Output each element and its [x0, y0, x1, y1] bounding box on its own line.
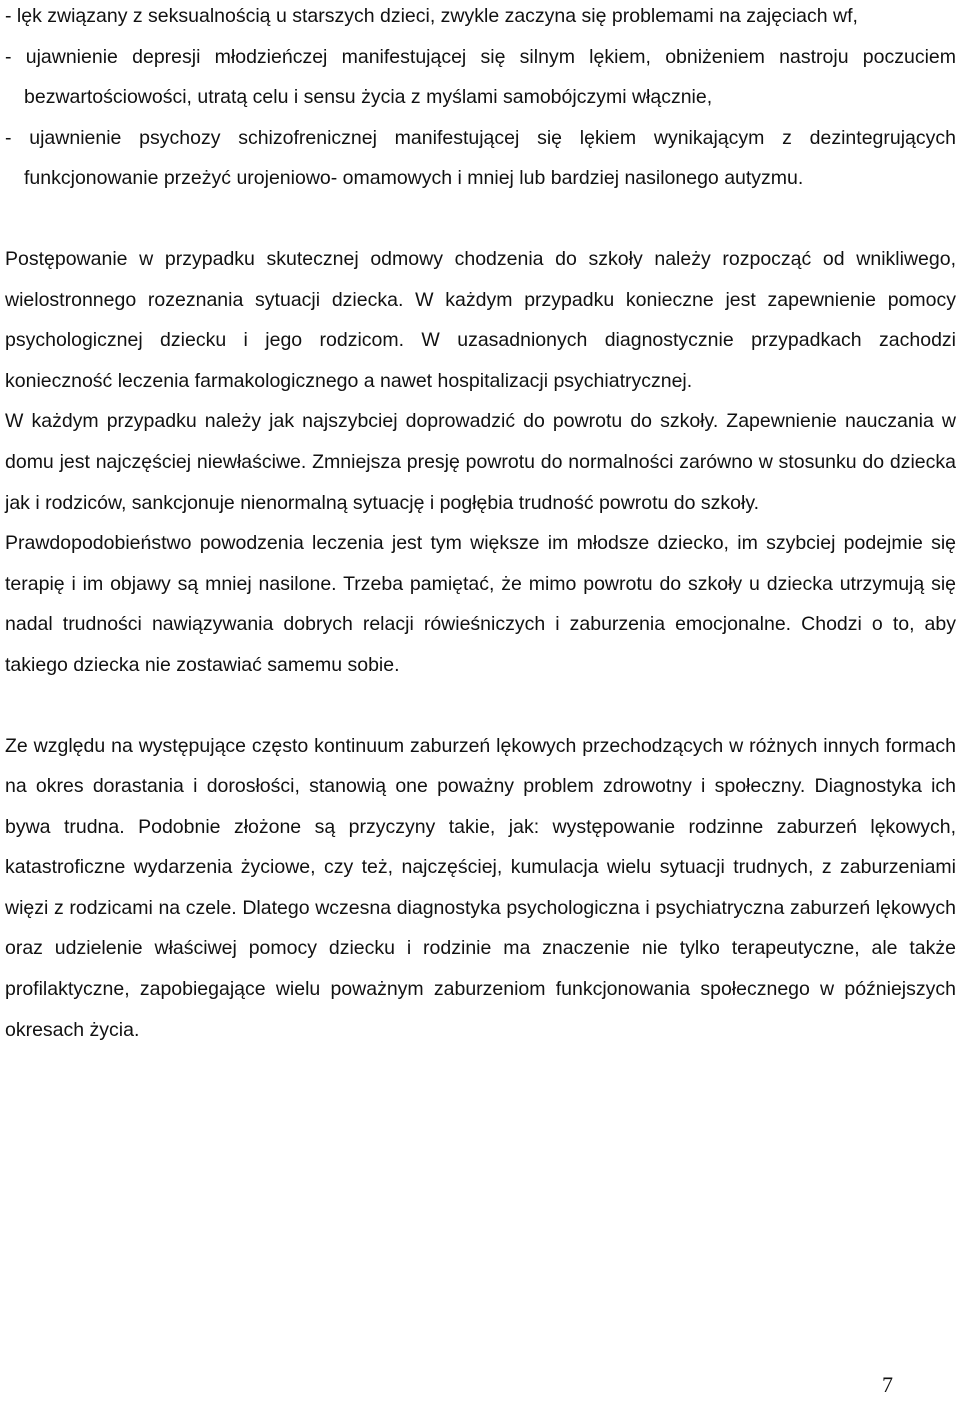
list-item-psychosis: - ujawnienie psychozy schizofrenicznej manifestującej się lękiem wynikającym z dezintegrujących funkcjonowanie przeżyć urojeniowo- omamowych i mniej lub bardziej nasilonego autyzmu.: [5, 126, 956, 190]
paragraph-prognosis: Prawdopodobieństwo powodzenia leczenia jest tym większe im młodsze dziecko, im szybciej podejmie się terapię i im objawy są mniej nasilone. Trzeba pamiętać, że mimo powrotu do szkoły u dziecka utrzymują się nadal trudności nawiązywania dobrych relacji rówieśniczych i zaburzenia emocjonalne. Chodzi o to, aby takiego dziecka nie zostawiać samemu sobie.: [5, 532, 956, 676]
page-number: 7: [882, 1372, 893, 1397]
paragraph-return-to-school: W każdym przypadku należy jak najszybciej doprowadzić do powrotu do szkoły. Zapewnienie nauczania w domu jest najczęściej niewłaściwe. Zmniejsza presję powrotu do normalności zarówno w stosunku do dziecka jak i rodziców, sankcjonuje nienormalną sytuację i pogłębia trudność powrotu do szkoły.: [5, 410, 956, 514]
paragraph-conclusion: Ze względu na występujące często kontinuum zaburzeń lękowych przechodzących w różnych innych formach na okres dorastania i dorosłości, stanowią one poważny problem zdrowotny i społeczny. Diagnostyka ich bywa trudna. Podobnie złożone są przyczyny takie, jak: występowanie rodzinne zaburzeń lękowych, katastroficzne wydarzenia życiowe, czy też, najczęściej, kumulacja wielu sytuacji trudnych, z zaburzeniami więzi z rodzicami na czele. Dlatego wczesna diagnostyka psychologiczna i psychiatryczna zaburzeń lękowych oraz udzielenie właściwej pomocy dziecku i rodzinie ma znaczenie nie tylko terapeutyczne, ale także profilaktyczne, zapobiegające wielu poważnym zaburzeniom funkcjonowania społecznego w późniejszych okresach życia.: [5, 734, 956, 1041]
list-item-sexuality-anxiety: - lęk związany z seksualnością u starszych dzieci, zwykle zaczyna się problemami na zajęciach wf,: [5, 5, 858, 27]
list-item-depression: - ujawnienie depresji młodzieńczej manifestującej się silnym lękiem, obniżeniem nastroju poczuciem bezwartościowości, utratą celu i sensu życia z myślami samobójczymi włącznie,: [5, 45, 956, 109]
page-body: [5, 0, 956, 1050]
paragraph-procedure: Postępowanie w przypadku skutecznej odmowy chodzenia do szkoły należy rozpocząć od wnikliwego, wielostronnego rozeznania sytuacji dziecka. W każdym przypadku konieczne jest zapewnienie pomocy psychologicznej dziecku i jego rodzicom. W uzasadnionych diagnostycznie przypadkach zachodzi konieczność leczenia farmakologicznego a nawet hospitalizacji psychiatrycznej.: [5, 247, 956, 392]
